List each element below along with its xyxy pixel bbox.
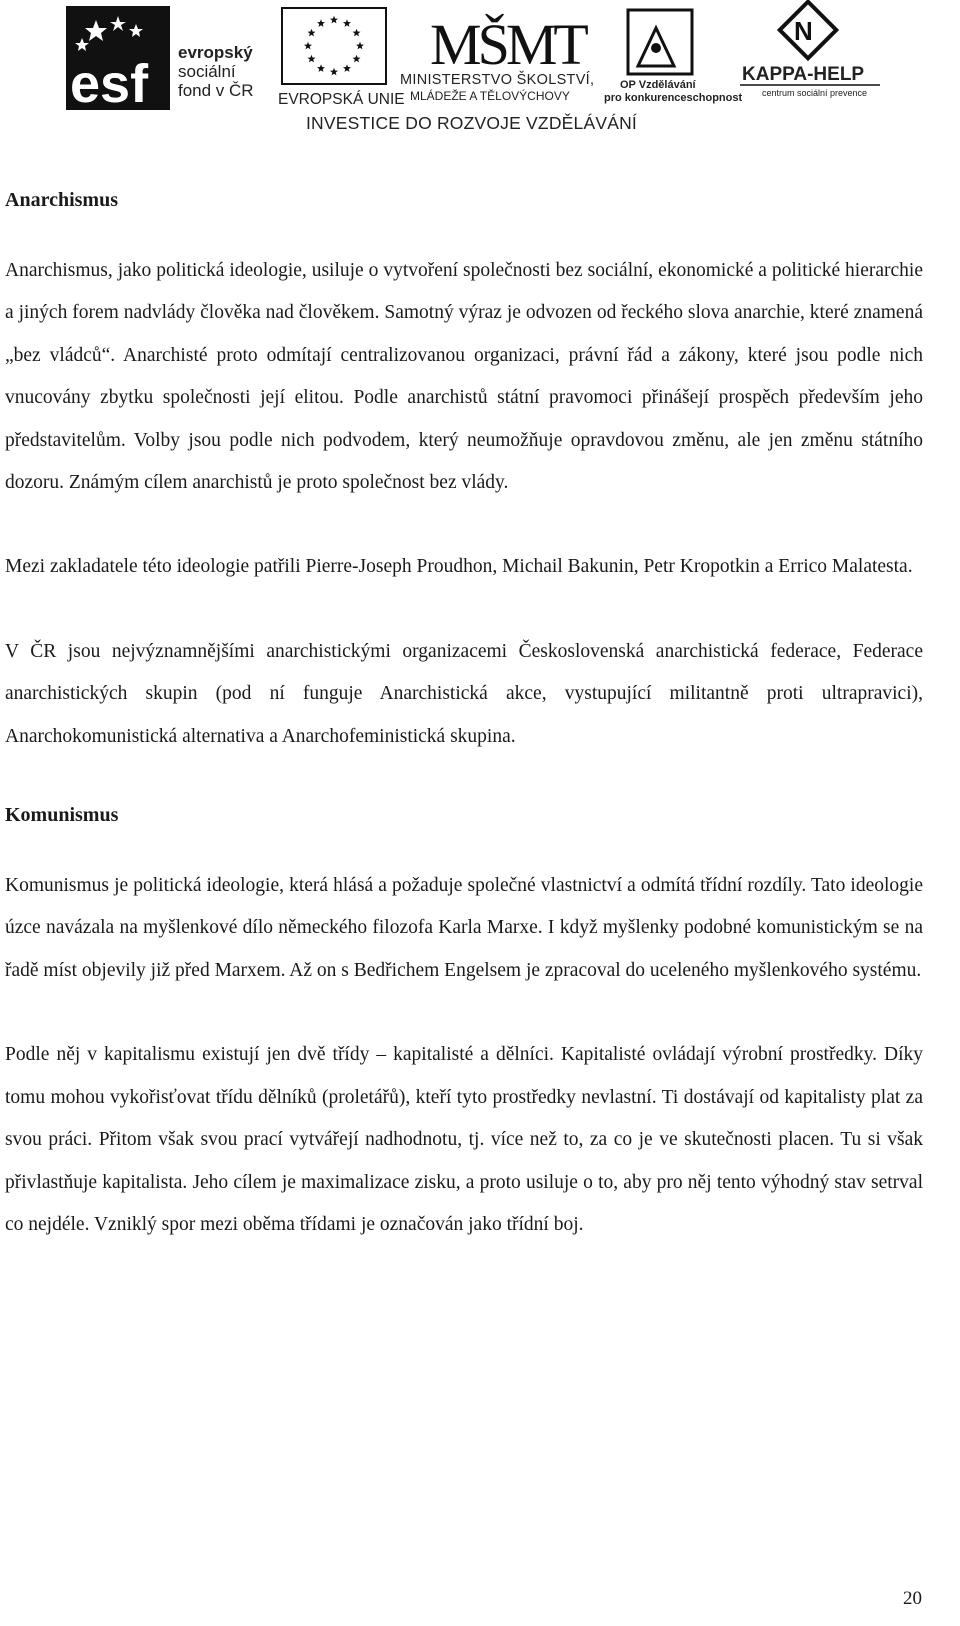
- msmt-logo: [400, 4, 600, 108]
- kappa-help-logo: [736, 8, 884, 100]
- op-vzdelavani-logo: [604, 8, 743, 106]
- header-logo-strip: [0, 0, 960, 150]
- op-line-1: OP Vzdělávání: [620, 79, 696, 91]
- section-heading-anarchismus: Anarchismus: [5, 189, 118, 211]
- esf-logo: [66, 6, 266, 114]
- esf-line-1: evropský: [178, 43, 253, 62]
- page-number: 20: [903, 1588, 922, 1609]
- kappa-name: KAPPA-HELP: [742, 64, 865, 85]
- section-heading-komunismus: Komunismus: [5, 804, 119, 827]
- esf-logo-mark: esf: [70, 54, 149, 114]
- msmt-line-1: MINISTERSTVO ŠKOLSTVÍ,: [400, 72, 595, 88]
- paragraph: Komunismus je politická ideologie, která hlásá a požaduje společné vlastnictví a odmítá třídní rozdíly. Tato ideologie úzce navázala na myšlenkové dílo německého filozofa Karla Marxe. I když myšlenky podobné komunistickým se na řadě míst objevily již před Marxem. Až on s Bedřichem Engelsem je zpracoval do uceleného myšlenkového systému.: [5, 875, 923, 981]
- eu-label: EVROPSKÁ UNIE: [278, 91, 405, 108]
- paragraph: Mezi zakladatele této ideologie patřili Pierre-Joseph Proudhon, Michail Bakunin, Petr Kropotkin a Errico Malatesta.: [5, 556, 913, 578]
- msmt-logo-mark: MŠMT: [430, 12, 585, 77]
- document-body: [5, 185, 923, 1246]
- eu-flag-logo: [278, 8, 405, 110]
- paragraph: V ČR jsou nejvýznamnějšími anarchistickými organizacemi Československá anarchistická federace, Federace anarchistických skupin (pod ní funguje Anarchistická akce, vystupující militantně proti ultrapravici), Anarchokomunistická alternativa a Anarchofeministická skupina.: [5, 640, 923, 747]
- op-line-2: pro konkurenceschopnost: [604, 92, 743, 104]
- kappa-sub: centrum sociální prevence: [762, 88, 868, 98]
- msmt-line-2: MLÁDEŽE A TĚLOVÝCHOVY: [410, 89, 570, 103]
- kappa-logo-mark: N: [794, 16, 813, 46]
- paragraph: Anarchismus, jako politická ideologie, usiluje o vytvoření společnosti bez sociální, ekonomické a politické hierarchie a jiných forem nadvlády člověka nad člověkem. Samotný výraz je odvozen od řeckého slova anarchie, které znamená „bez vládců“. Anarchisté proto odmítají centralizovanou organizaci, právní řád a zákony, které jsou podle nich vnucovány zbytku společnosti její elitou. Podle anarchistů státní pravomoci přinášejí prospěch především jeho představitelům. Volby jsou podle nich podvodem, který neumožňuje opravdovou změnu, ale jen změnu státního dozoru. Známým cílem anarchistů je proto společnost bez vlády.: [5, 260, 923, 494]
- esf-line-3: fond v ČR: [178, 81, 254, 100]
- header-tagline: INVESTICE DO ROZVOJE VZDĚLÁVÁNÍ: [306, 113, 637, 133]
- esf-line-2: sociální: [178, 62, 236, 81]
- paragraph: Podle něj v kapitalismu existují jen dvě třídy – kapitalisté a dělníci. Kapitalisté ovládají výrobní prostředky. Díky tomu mohou vykořisťovat třídu dělníků (proletářů), kteří tyto prostředky nevlastní. Ti dostávají od kapitalisty plat za svou práci. Přitom však svou prací vytvářejí nadhodnotu, tj. více než to, za co je ve skutečnosti placen. Tu si však přivlastňuje kapitalista. Jeho cílem je maximalizace zisku, a proto usiluje o to, aby pro něj tento výhodný stav setrval co nejdéle. Vzniklý spor mezi oběma třídami je označován jako třídní boj.: [5, 1044, 923, 1235]
